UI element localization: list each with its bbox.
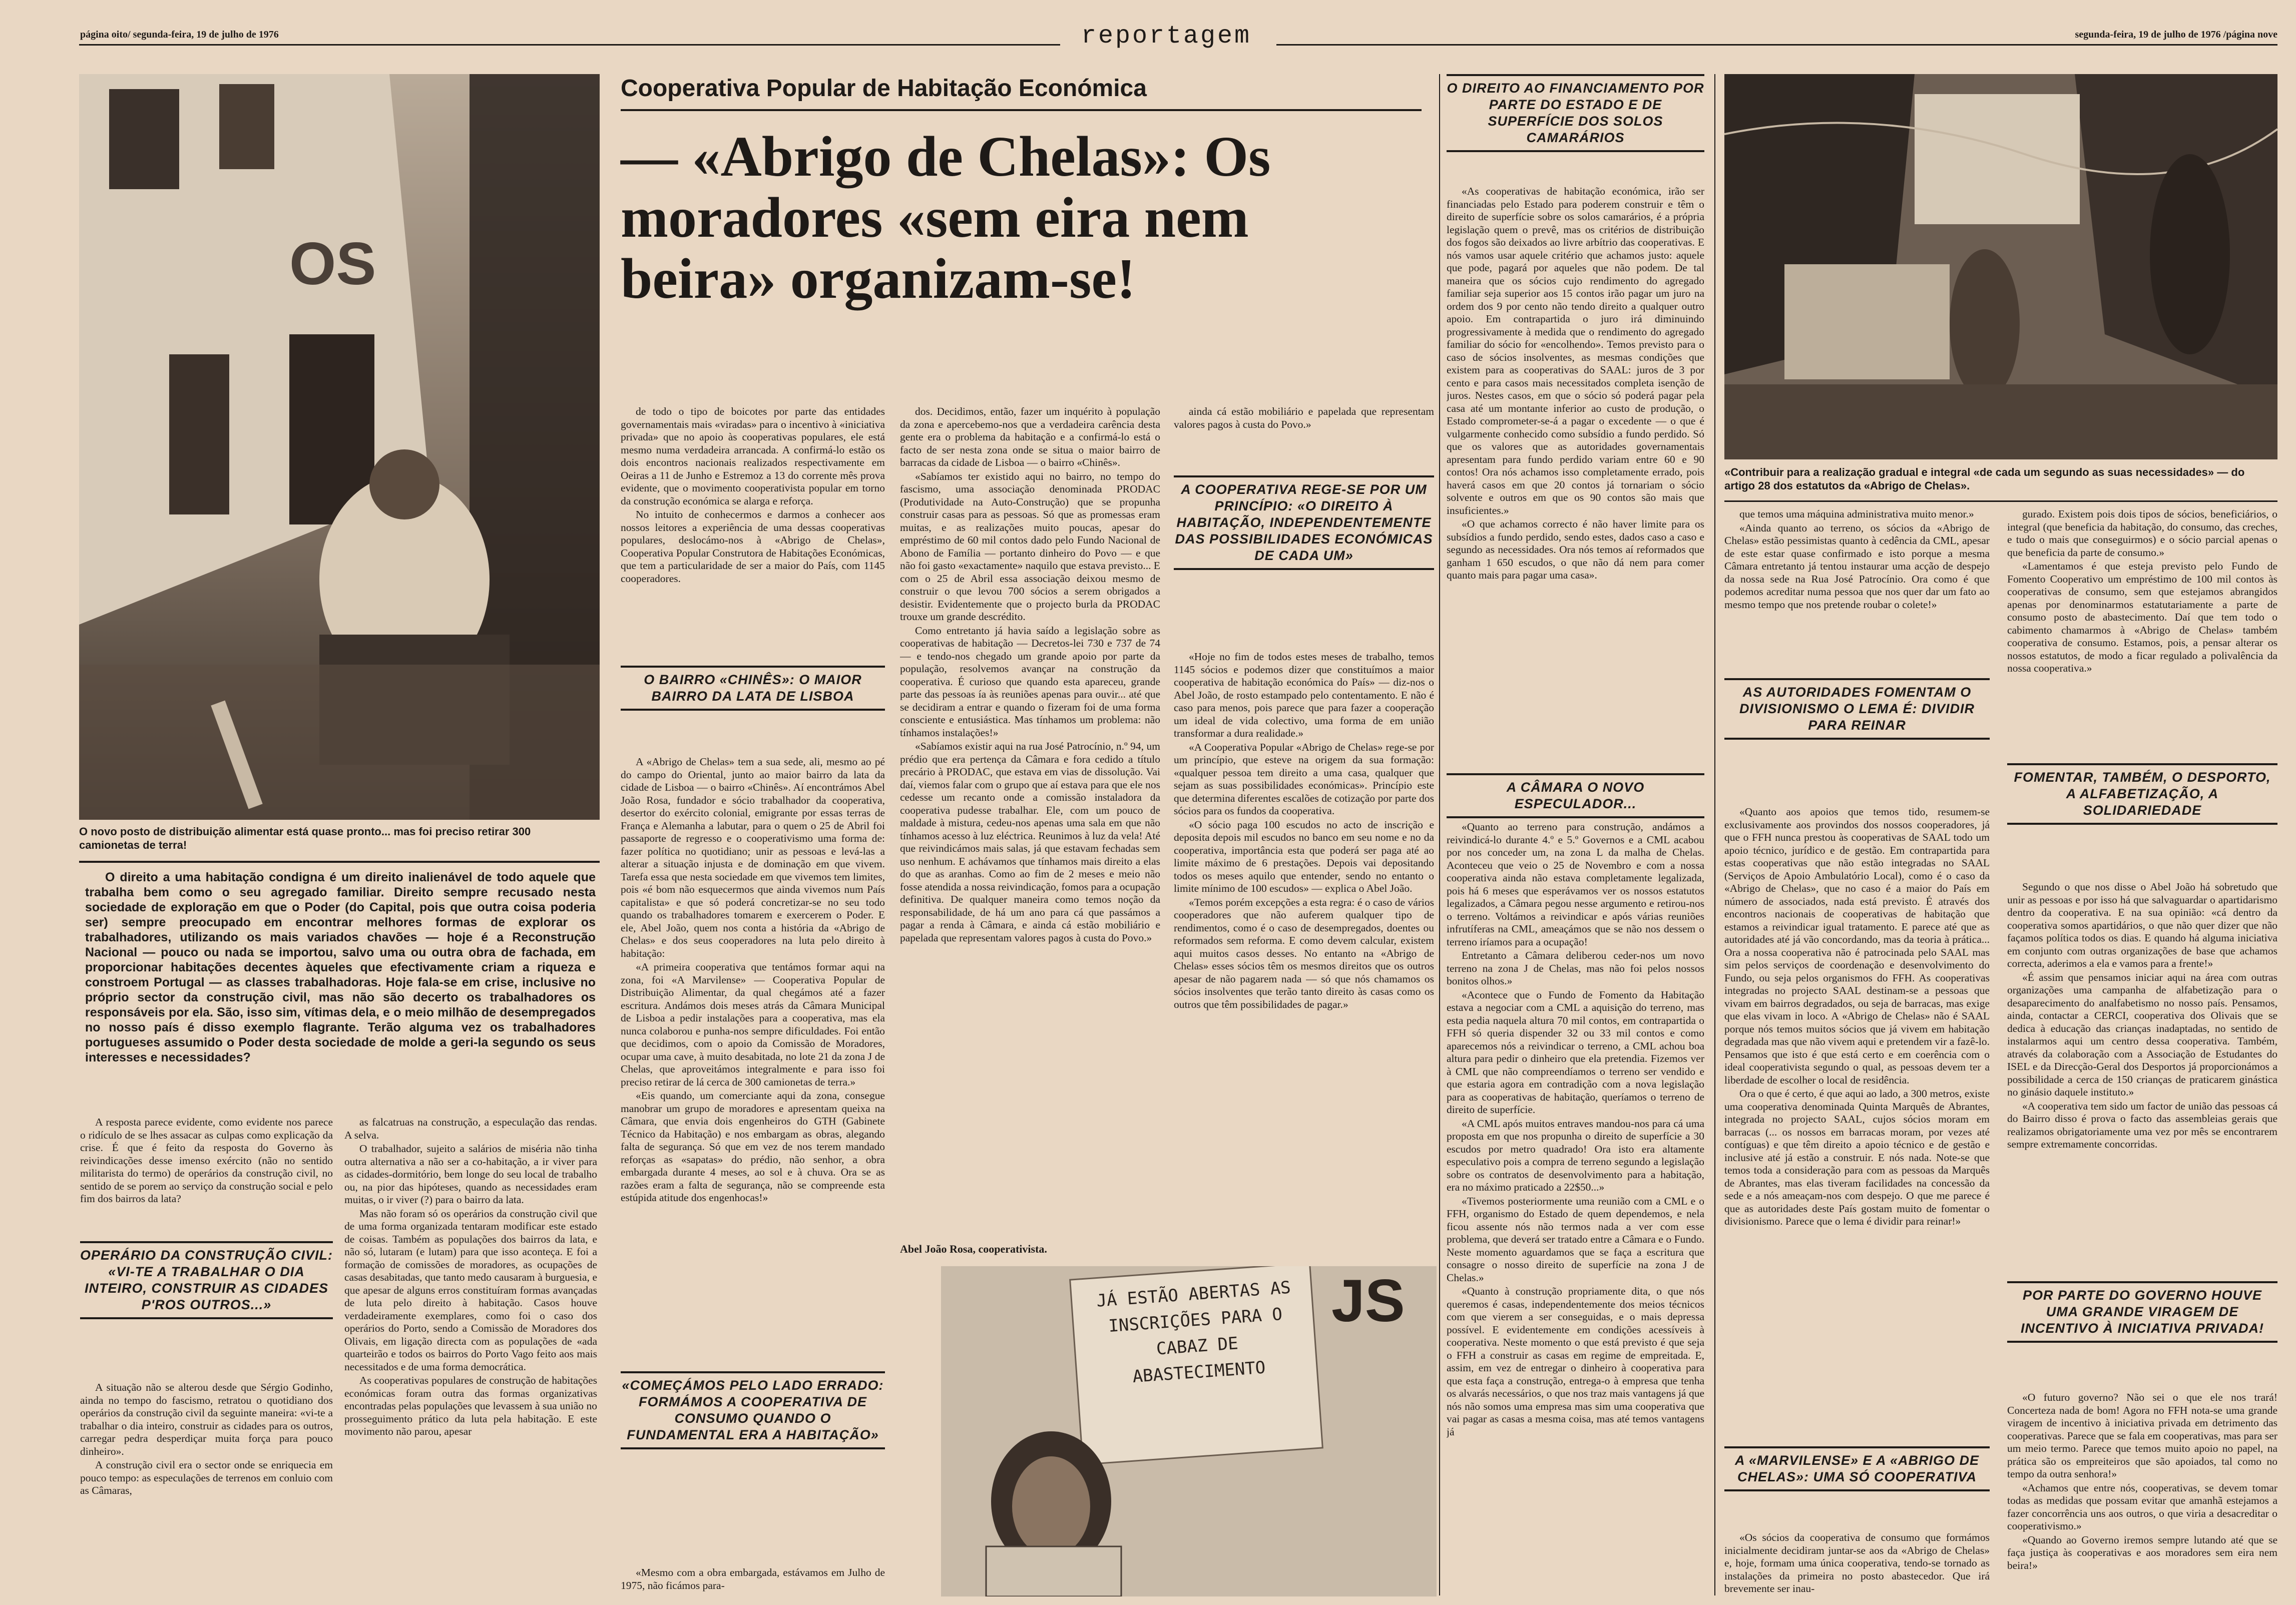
body-col6 [1447, 185, 1704, 776]
lead-paragraph: O direito a uma habitação condigna é um direito inalienável de todo aquele que trabalha bem como o seu agregado familiar. Direito sempre recusado nesta sociedade de exploração em que o Poder (do Capital, pois que outra coisa poderia ser) sempre preocupado em encontrar melhores formas de explorar os trabalhadores, utilizando os mais variados chavões — hoje é a Reconstrução Nacional — pouco ou nada se importou, salvo uma ou outra obra de fachada, em proporcionar habitações decentes àqueles que efectivamente criam a riqueza e constroem Portugal — as classes trabalhadoras. Hoje fala-se em crise, inclusive no próprio sector da construção civil, mas não são decerto os trabalhadores os responsáveis por ela. São, isso sim, vítimas dela, e o meio milhão de desempregados no nosso país é disso exemplo flagrante. Terão alguma vez os trabalhadores portugueses assumido o Poder desta sociedade de molde a geri-la segundo os seus interesses e necessidades? [85, 870, 596, 1064]
body-paragraph: «O que achamos correcto é não haver limite para os subsídios a fundo perdido, sendo estes, dados caso a caso e segundo as necessidades. Ora nós temos aí reformados que ganham 1 650 escudos, o que não dá nem para comer quanto mais para pagar uma casa». [1447, 518, 1704, 581]
body-paragraph: O trabalhador, sujeito a salários de miséria não tinha outra alternativa a não ser a co-habitação, a ir viver para as cidades-dormitório, bem longe do seu local de trabalho ou, na pior das hipóteses, quando as necessidades eram muitas, o ir viver (?) para o bairro da lata. [344, 1143, 597, 1206]
subhead-fomentar: FOMENTAR, TAMBÉM, O DESPORTO, A ALFABETIZAÇÃO, A SOLIDARIEDADE [2007, 763, 2277, 825]
body-paragraph: «Quanto à construção propriamente dita, o que nós queremos é casas, independentemente dos meios técnicos com que vierem a ser conseguidas, e o mais depressa possível. E evidentemente em condições acessíveis à cooperativa. Neste momento o que está previsto é que seja o FFH a construir as casas em regime de empreitada. E, assim, em vez de entregar o dinheiro à cooperativa para que esta faça a construção, entrega-o à empresa que tenha os alvarás necessários, o que nos traz mais vantagens já que nós não somos uma empresa mas sim uma cooperativa que vai pagar as casas a mesma coisa, mas até temos vantagens já [1447, 1285, 1704, 1438]
body-paragraph: «Mesmo com a obra embargada, estávamos em Julho de 1975, não ficámos para- [621, 1566, 885, 1591]
body-paragraph: «O sócio paga 100 escudos no acto de inscrição e deposita depois mil escudos no banco em seu nome e no da cooperativa, importância esta que poderá ser paga até ao limite máximo de 6 prestações. Depois vai depositando todos os meses aquilo que entender, sendo no entanto o limite mínimo de 100 escudos» — explica o Abel João. [1174, 818, 1434, 894]
header-rule-right [1276, 44, 2277, 46]
subhead-marvilense: A «MARVILENSE» E A «ABRIGO DE CHELAS»: UMA SÓ COOPERATIVA [1724, 1446, 1990, 1491]
body-col3c [621, 1566, 885, 1596]
section-title: reportagem [1081, 22, 1252, 51]
subhead-comecamos: «COMEÇÁMOS PELO LADO ERRADO: FORMÁMOS A COOPERATIVA DE CONSUMO QUANDO O FUNDAMENTAL ERA A HABITAÇÃO» [621, 1371, 885, 1449]
photo-construction-worker-image [79, 74, 600, 820]
body-paragraph: «Hoje no fim de todos estes meses de trabalho, temos 1145 sócios e podemos dizer que constituímos a maior cooperativa de habitação económica do País» — diz-nos o Abel João, de rosto estampado pelo contentamento. E não é caso para menos, pois parece que para fazer a cooperação um ideal de vida colectivo, uma forma de em união transformar a dura realidade.» [1174, 651, 1434, 739]
body-paragraph: «É assim que pensamos iniciar aqui na área com outras organizações uma campanha de alfabetização para o desaparecimento do analfabetismo no nosso país. Pensamos, ainda, contactar a CERCI, cooperativa dos Olivais que se dedica à educação das crianças inadaptadas, no sentido de instalarmos aqui um centro dessa cooperativa. Também, através da colaboração com a Associação de Estudantes do ISEL e da Direcção-Geral dos Desportos já proporcionámos a possibilidade a cerca de 150 crianças de praticarem ginástica no ginásio daquele instituto.» [2007, 971, 2277, 1098]
right-folio: segunda-feira, 19 de julho de 1976 /página nove [2075, 29, 2277, 40]
body-paragraph: Ora o que é certo, é que aqui ao lado, a 300 metros, existe uma cooperativa denominada Quinta Marquês de Abrantes, integrada no projecto SAAL, cujos sócios moram em barracas (... os nossos em barracas moram, por vezes até contíguas) e que têm direito a apoio técnico e de gestão e inclusive até já estão a construir. E nós nada. Note-se que temos toda a consideração para com as pessoas da Marquês de Abrantes, mas elas tiveram facilidades na concessão da sede e a nós ameaçam-nos com despejo. O que me parece é que as autoridades deste País gostam muito de fomentar o divisionismo. Parece que o lema é dividir para reinar!» [1724, 1088, 1990, 1227]
subhead-governo: POR PARTE DO GOVERNO HOUVE UMA GRANDE VIRAGEM DE INCENTIVO À INICIATIVA PRIVADA! [2007, 1281, 2277, 1343]
subhead-financiamento: O DIREITO AO FINANCIAMENTO POR PARTE DO ESTADO E DE SUPERFÍCIE DOS SOLOS CAMARÁRIOS [1447, 74, 1704, 152]
body-col8b [2007, 881, 2277, 1271]
body-col3 [621, 405, 885, 656]
body-paragraph: No intuito de conhecermos e darmos a conhecer aos nossos leitores a experiência de uma dessas cooperativas populares, deslocámo-nos à «Abrigo de Chelas», Cooperativa Popular Construtora de Habitações Económicas, que tem a particularidade de ser a maior do País, com 1145 cooperadores. [621, 508, 885, 585]
photo3-caption: «Contribuir para a realização gradual e integral «de cada um segundo as suas necessidades» — do artigo 28 dos estatutos da «Abrigo de Chelas». [1724, 466, 2245, 492]
subhead-principio: A COOPERATIVA REGE-SE POR UM PRINCÍPIO: «O DIREITO À HABITAÇÃO, INDEPENDENTEMENTE DAS POSSIBILIDADES ECONÓMICAS DE CADA UM» [1174, 475, 1434, 570]
body-col4 [900, 405, 1160, 1226]
body-paragraph: «Sabíamos ter existido aqui no bairro, no tempo do fascismo, uma associação denominada PRODAC (Produtividade na Auto-Construção) que se propunha construir casas para as pessoas. Só que as promessas eram muitas, e as realizações muito poucas, apesar do empréstimo de 60 mil contos dado pelo Fundo Nacional de Abono de Família — portanto dinheiro do Povo — e que não foi gasto «exactamente» naquilo que estava previsto... E com o 25 de Abril essa associação deixou mesmo de construir o que levou 700 sócios a serem obrigados a desistir. Evidentemente que o projecto burla da PRODAC trouxe um grande descrédito. [900, 470, 1160, 623]
subhead-camara: A CÂMARA O NOVO ESPECULADOR... [1447, 773, 1704, 818]
body-paragraph: Segundo o que nos disse o Abel João há sobretudo que unir as pessoas e por isso há que salvaguardar o apartidarismo dentro da cooperativa. E na sua opinião: «cá dentro da cooperativa somos apartidários, o que não quer dizer que não façamos política todos os dias. E quando há alguma iniciativa em conjunto com outras organizações de base que achamos correcta, aderimos a ela e vamos para a frente!» [2007, 881, 2277, 969]
photo-bairro-chines-image [1724, 74, 2277, 459]
body-paragraph: ainda cá estão mobiliário e papelada que representam valores pagos à custa do Povo.» [1174, 405, 1434, 430]
body-paragraph: A construção civil era o sector onde se enriquecia em pouco tempo: as especulações de terrenos em conluio com as Câmaras, [80, 1459, 333, 1496]
subhead-divisionismo: AS AUTORIDADES FOMENTAM O DIVISIONISMO O LEMA É: DIVIDIR PARA REINAR [1724, 678, 1990, 740]
kicker: Cooperativa Popular de Habitação Económica [621, 75, 1147, 102]
body-col7c [1724, 1531, 1990, 1596]
subhead-bairro-chines: O BAIRRO «CHINÊS»: O MAIOR BAIRRO DA LATA DE LISBOA [621, 666, 885, 711]
body-paragraph: «Acontece que o Fundo de Fomento da Habitação estava a negociar com a CML a aquisição do terreno, mas esta pedia naquela altura 70 mil contos, em contrapartida o FFH só queria dispender 32 ou 33 mil contos e como aparecemos nós a reivindicar o terreno, a CML achou boa altura para pedir o dinheiro que ela pretendia. Fizemos ver à CML que não compreendíamos o terreno ser vendido e que estaria agora em contradição com a nova legislação para as cooperativas de habitação, queríamos o terreno de direito de superfície. [1447, 988, 1704, 1116]
body-paragraph: de todo o tipo de boicotes por parte das entidades governamentais mais «viradas» para o incentivo à «iniciativa privada» que no apoio às cooperativas populares, ele está mesmo numa verdadeira arrancada. A confirmá-lo estão os dois encontros nacionais realizados respectivamente em Oeiras a 11 de Junho e Estremoz a 13 do corrente mês prova evidente, que o movimento cooperativista popular em torno da construção económica se alarga e reforça. [621, 405, 885, 507]
body-paragraph: «O futuro governo? Não sei o que ele nos trará! Concerteza nada de bom! Agora no FFH nota-se uma grande viragem de incentivo à iniciativa privada em detrimento das cooperativas. Parece que se fala em cooperativas, mas para ser um meio termo. Parece que temos muito apoio no papel, na prática são os empreiteiros que são apoiados, tal como no tempo da outra senhora!» [2007, 1391, 2277, 1480]
body-paragraph: A resposta parece evidente, como evidente nos parece o ridículo de se lhes assacar as culpas como explicação da crise. É que é feito da resposta do Governo às reivindicações desse imenso exército (não no sentido militarista do termo) de operários da construção civil, no sentido de se porem ao serviço da construção social e pelo fim dos bairros da lata? [80, 1116, 333, 1205]
svg-text:JS: JS [1331, 1267, 1405, 1334]
kicker-rule [621, 109, 1422, 111]
body-col5a [1174, 405, 1434, 465]
body-col5b [1174, 651, 1434, 1226]
column-divider [1714, 74, 1715, 1595]
header-rule-left [79, 44, 1060, 46]
subhead-operario: OPERÁRIO DA CONSTRUÇÃO CIVIL: «VI-TE A TRABALHAR O DIA INTEIRO, CONSTRUIR AS CIDADES P'ROS OUTROS...» [80, 1241, 333, 1319]
lead-rule-top [79, 861, 600, 863]
body-paragraph: que temos uma máquina administrativa muito menor.» [1739, 508, 1974, 520]
body-paragraph: A «Abrigo de Chelas» tem a sua sede, ali, mesmo ao pé do campo do Oriental, junto ao maior bairro da lata da cidade de Lisboa — o bairro «Chinês». Aí encontrámos Abel João Rosa, fundador e sócio trabalhador da cooperativa, desertor do exército colonial, emigrante por essas terras de França e Alemanha a labutar, para o quem o 25 de Abril foi passaporte de regresso e o cooperativismo uma forma de: fazer política no quotidiano; unir as pessoas e levá-las a alterar a situação injusta e de dominação em que vivem. Tarefa essa que nesta sociedade em que vivemos tem limites, pois «é bom não esquecermos que ainda vivemos num País capitalista» e que só poderá concretizar-se no seu todo quando os trabalhadores tomarem e exercerem o Poder. E ele, Abel João, quem nos conta a história da «Abrigo de Chelas» e dos seus cooperadores na luta pelo direito à habitação: [621, 756, 885, 959]
photo1-caption: O novo posto de distribuição alimentar está quase pronto... mas foi preciso retirar 300 camionetas de terra! [79, 825, 531, 851]
body-paragraph: As cooperativas populares de construção de habitações económicas foram outra das formas organizativas encontradas pelas populações que levassem à sua união no prosseguimento prático da luta pela habitação. E este movimento não parou, apesar [344, 1374, 597, 1437]
svg-text:OS: OS [289, 230, 376, 297]
body-paragraph: Mas não foram só os operários da construção civil que de uma forma organizada tentaram modificar este estado de coisas. Também as populações dos bairros da lata, e não só, lutaram (e lutam) para que isso aconteça. E foi a formação de comissões de moradores, as ocupações de casas desabitadas, que tanto medo causaram à burguesia, e que apesar de alguns erros constituíram formas avançadas de luta pelo direito à habitação. Casos houve verdadeiramente exemplares, como foi o caso dos operários do Porto, sendo a Comissão de Moradores dos Olivais, em ligação directa com as populações de «ada quarteirão e todos os bairros do Porto Vago feito aos mais necessitados e de uma forma democrática. [344, 1207, 597, 1373]
photo-bairro-chines [1724, 74, 2277, 459]
left-folio: página oito/ segunda-feira, 19 de julho de 1976 [80, 29, 279, 40]
body-paragraph: dos. Decidimos, então, fazer um inquérito à população da zona e apercebemo-nos que a verdadeira carência desta gente era o problema da habitação e a confirmá-lo está o facto de ser nesta zona onde se situa o maior bairro de barracas da cidade de Lisboa — o bairro «Chinês». [900, 405, 1160, 468]
body-paragraph: «Quanto ao terreno para construção, andámos a reivindicá-lo durante 4.º e 5.º Governos e a CML acabou por nos conceder um, na zona L da malha de Chelas. Aconteceu que veio o 25 de Novembro e com a nossa cooperativa ainda não estava completamente legalizada, pois há 6 meses que esperávamos ver os nossos estatutos legalizados, a Câmara pegou nesse argumento e retirou-nos o terreno. Voltámos a reivindicar e após várias reuniões infrutíferas na CML, ameaçámos que se não nos dessem o terreno iríamos para a ocupação! [1447, 821, 1704, 948]
body-paragraph: Entretanto a Câmara deliberou ceder-nos um novo terreno na zona J de Chelas, mas não foi pelos nossos bonitos olhos.» [1447, 949, 1704, 987]
body-paragraph: «A primeira cooperativa que tentámos formar aqui na zona, foi «A Marvilense» — Cooperativa Popular de Distribuição Alimentar, da qual chegámos até a fazer escritura. Andámos dois meses atrás da Câmara Municipal de Lisboa a pedir instalações para a cooperativa, mas ela nunca colaborou e punha-nos sempre dificuldades. Foi então que decidimos, com o apoio da Comissão de Moradores, ocupar uma cave, à muito desabitada, no lote 21 da zona J de Chelas, que aproveitámos integralmente e para isso foi preciso retirar de lá cerca de 300 camionetas de terra.» [621, 961, 885, 1088]
column-divider [1439, 74, 1440, 1595]
body-col8c [2007, 1391, 2277, 1596]
body-paragraph: «Achamos que entre nós, cooperativas, se devem tomar todas as medidas que possam evitar que amanhã estejamos a fazer concorrência uns aos outros, o que viria a desacreditar o cooperativismo.» [2007, 1481, 2277, 1532]
body-paragraph: «Quando ao Governo iremos sempre lutando até que se faça justiça às cooperativas e aos moradores sem eira nem beira!» [2007, 1533, 2277, 1571]
body-paragraph: «Os sócios da cooperativa de consumo que formámos inicialmente decidiram juntar-se aos da «Abrigo de Chelas» e, hoje, formam uma única cooperativa, tendo-se tornado as instalações da primeira no posto abastecedor. Que irá brevemente ser inau- [1724, 1531, 1990, 1594]
body-paragraph: «A CML após muitos entraves mandou-nos para cá uma proposta em que nos propunha o direito de superfície a 30 escudos por metro quadrado! Ora isto era altamente especulativo pois a compra de terreno segundo a legislação sobre os contratos de desenvolvimento para a habitação, era no máximo praticado a 22$50...» [1447, 1117, 1704, 1193]
body-paragraph: A situação não se alterou desde que Sérgio Godinho, ainda no tempo do fascismo, retratou o quotidiano dos operários da construção civil da seguinte maneira: «vi-te a trabalhar o dia inteiro, construir as cidades para os outros, carregar pedra desperdiçar muita força para pouco dinheiro». [80, 1381, 333, 1457]
body-paragraph: as falcatruas na construção, a especulação das rendas. A selva. [344, 1116, 597, 1141]
body-col7 [1724, 508, 1990, 673]
body-paragraph: «Quanto aos apoios que temos tido, resumem-se exclusivamente aos provindos dos nossos cooperadores, já que o FFH nunca prestou às cooperativas de SAAL todo um apoio técnico, jurídico e de gestão. Em contrapartida para estas cooperativas que não estão integradas no SAAL (Serviços de Apoio Ambulatório Local), como é o caso da «Abrigo de Chelas», que no caso é a maior do País em número de associados, nada está previsto. É através dos encontros nacionais de cooperativas de habitação que estamos a reivindicar igual tratamento. E parece até que as autoridades até já vão concordando, mas da teoria à prática... Ora a nossa cooperativa não é patrocinada pelo SAAL mas sim pelos serviços de coordenação e desenvolvimento do Fundo, ou seja pelos organismos do FFH. As cooperativas integradas no projecto SAAL destinam-se a pessoas que vivam em bairros degradados, ou seja de barracas, mas exige que elas vivam in loco. A «Abrigo de Chelas» não é SAAL porque nós temos muitos sócios que já vivem em habitação degradada mas que não vivem aqui e pretendem vir a fazê-lo. Pensamos que isto é que está certo e em coerência com o ideal cooperativista segundo o qual, as pessoas devem ter a liberdade de escolher o local de residência. [1724, 806, 1990, 1086]
photo2-caption: Abel João Rosa, cooperativista. [900, 1243, 1047, 1255]
body-paragraph: «A Cooperativa Popular «Abrigo de Chelas» rege-se por um princípio, que esteve na origem da sua formação: «qualquer pessoa tem direito a uma casa, qualquer que sejam as suas possibilidades económicas». Princípio este que determina diferentes escalões de cotização por parte dos sócios para os fundos da cooperativa. [1174, 741, 1434, 817]
photo-construction-worker [79, 74, 600, 820]
body-col6b [1447, 821, 1704, 1596]
body-col1 [80, 1116, 333, 1234]
body-col8 [2007, 508, 2277, 758]
headline: — «Abrigo de Chelas»: Os moradores «sem eira nem beira» organizam-se! [621, 125, 1271, 310]
body-paragraph: «Eis quando, um comerciante aqui da zona, consegue manobrar um grupo de moradores e apresentam queixa na Câmara, que envia dois engenheiros do GTH (Gabinete Técnico da Habitação) e nos embargam as obras, alegando falta de segurança. Só que em vez de nos terem mandado reforças as «sapatas» do prédio, não senhor, a obra embargada durante 4 meses, ao sol e à chuva. Ora se as razões eram a falta de segurança, não se compreende esta estúpida atitude dos engenhocas!» [621, 1090, 885, 1204]
body-paragraph: gurado. Existem pois dois tipos de sócios, beneficiários, o integral (que beneficia da habitação, do consumo, das creches, e tudo o mais que conseguirmos) e o sócio parcial apenas o que beneficia da parte de consumo.» [2007, 508, 2277, 559]
body-paragraph: «Ainda quanto ao terreno, os sócios da «Abrigo de Chelas» estão pessimistas quanto à cedência da CML, apesar de este estar quase confirmado e isto porque a mesma Câmara entretanto já tentou instaurar uma acção de despejo da nossa sede na Rua José Patrocínio. Ora como é que podemos acreditar numa pessoa que nos quer dar um fato ao mesmo tempo que nos pretende roubar o colete!» [1724, 521, 1990, 611]
body-paragraph: «Temos porém excepções a esta regra: é o caso de vários cooperadores que não auferem qualquer tipo de rendimentos, como é o caso de desempregados, doentes ou reformados sem reforma. E como devem calcular, existem aqui muitos casos desses. No entanto na «Abrigo de Chelas» esses sócios têm os mesmos direitos que os outros apesar de não pagarem nada — só que nós chamamos os sócios insolventes que terão tanto direito às casas como os outros que têm possibilidades de pagar.» [1174, 896, 1434, 1010]
body-paragraph: «Tivemos posteriormente uma reunião com a CML e o FFH, organismo do Estado de quem dependemos, e nela ficou assente nós não termos nada a ver com esse problema, que deverá ser tratado entre a Câmara e o Fundo. Neste momento aguardamos que se faça a escritura que consagre o nosso direito de superfície na zona J de Chelas.» [1447, 1195, 1704, 1284]
body-col2 [344, 1116, 597, 1591]
photo-sign: JÁ ESTÃO ABERTAS AS INSCRIÇÕES PARA O CABAZ DE ABASTECIMENTO [1096, 1277, 1291, 1387]
body-col7b [1724, 806, 1990, 1441]
photo3-rule [1724, 500, 2277, 502]
body-col3b [621, 756, 885, 1366]
body-paragraph: «Sabíamos existir aqui na rua José Patrocínio, n.º 94, um prédio que era pertença da Câmara e fora cedido a título precário à PRODAC, que estava em vias de dissolução. Vai daí, viemos falar com o grupo que aí estava para que ele nos cedesse um recanto onde a comissão instaladora da cooperativa pudesse trabalhar. Ele, com um pouco de maldade à mistura, cedeu-nos apenas uma sala em que não tínhamos acesso à luz eléctrica. Reunimos à luz da vela! Até que reivindicámos mais salas, já que estavam fechadas sem uso nenhum. E achávamos que tínhamos mais direito a elas do que as aranhas. Como ao fim de 2 meses e meio não fosse atendida a nossa reivindicação, fomos para a ocupação definitiva. De qualquer maneira como temos noção da responsabilidade, de há um ano para cá que passámos a pagar a renda à Câmara, e ainda cá estão mobiliário e papelada que representam valores pagos à custa do Povo.» [900, 740, 1160, 944]
body-paragraph: Como entretanto já havia saído a legislação sobre as cooperativas de habitação — Decretos-lei 730 e 737 de 74 — e tendo-nos chegado um grande apoio por parte da população, resolvemos avançar na construção da cooperativa. É curioso que quando esta apareceu, grande parte das pessoas ía às reuniões apenas para ouvir... até que se decidiram a entrar e quando o fizeram foi de uma forma consciente e entusiástica. Mas tínhamos um problema: não tínhamos instalações!» [900, 624, 1160, 739]
body-paragraph: «Lamentamos é que esteja previsto pelo Fundo de Fomento Cooperativo um empréstimo de 100 mil contos às cooperativas de consumo, sem que estejamos abrangidos apenas por denominarmos estatutariamente a parte de consumo posto de abastecimento. Daí que tem todo o cabimento chamarmos à «Abrigo de Chelas» também cooperativa de consumo. Estamos, pois, a pensar alterar os nossos estatutos, de modo a ficar regulado a polivalência da nossa cooperativa.» [2007, 560, 2277, 674]
photo-abel-joao [941, 1266, 1437, 1596]
body-paragraph: «A cooperativa tem sido um factor de união das pessoas cá do Bairro disso é prova o facto das assembleias gerais que realizamos obrigatoriamente uma vez por mês se encontrarem sempre extremamente concorridas. [2007, 1100, 2277, 1150]
body-col1b [80, 1381, 333, 1591]
body-paragraph: «As cooperativas de habitação económica, irão ser financiadas pelo Estado para poderem construir e têm o direito de superfície sobre os solos camarários, é a própria legislação quem o prevê, mas os critérios de distribuição dos fogos são deixados ao livre arbítrio das cooperativas. E nós vamos usar aquele critério que achamos justo: aquele que pode, pagará por aqueles que não podem. De tal maneira que os sócios cujo rendimento do agregado familiar seja superior aos 15 contos irão pagar um juro na ordem dos 9 por cento não tendo direito a qualquer outro apoio. Em contrapartida o juro irá diminuindo progressivamente à medida que o rendimento do agregado familiar do sócio for «encolhendo». Temos previsto para o caso de sócios insolventes, as mesmas condições que existem para as cooperativas do SAAL: juros de 3 por cento e para casos mais necessitados completa isenção de juros. Nestes casos, em que o sócio só poderá pagar pela casa até um montante inferior ao custo de produção, o Estado comprometer-se-á a pagar o excedente — o que é vulgarmente conhecido como subsídio a fundo perdido. Só que os valores que as autoridades governamentais apresentam para fundo perdido variam entre 60 e 90 contos! Ora nós achamos isso completamente errado, pois haverá casos em que 20 contos já tornariam o sócio solvente e outros em que os 90 contos são mais que insuficientes.» [1447, 185, 1704, 516]
